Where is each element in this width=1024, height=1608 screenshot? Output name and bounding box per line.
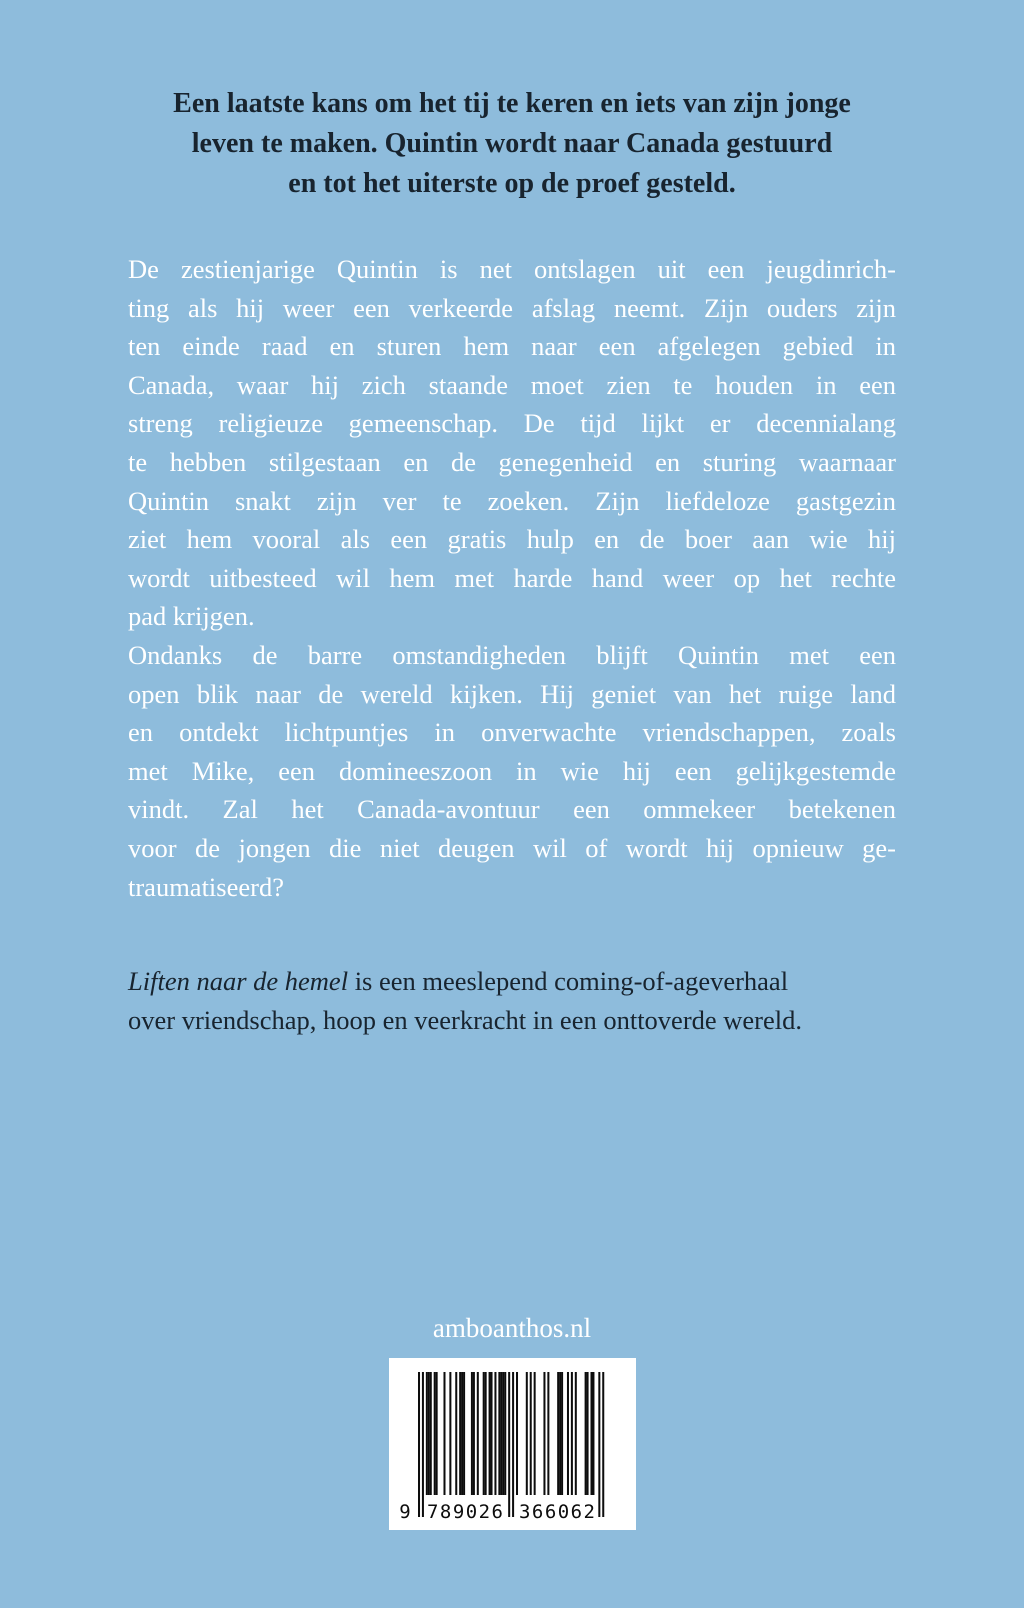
closing-line-1	[128, 962, 896, 1001]
barcode-digit-group1: 789026	[426, 1501, 503, 1523]
closing-line-1-rest: is een meeslepend coming-of-ageverhaal	[354, 966, 789, 997]
synopsis-line: ten einde raad en sturen hem naar een afgelegen gebied in	[128, 331, 896, 362]
header-quote-line: Een laatste kans om het tij te keren en iets van zijn jonge	[173, 88, 851, 119]
synopsis-line: met Mike, een domineeszoon in wie hij een gelijkgestemde	[128, 755, 896, 786]
synopsis-line: ziet hem vooral als een gratis hulp en de boer aan wie hij	[128, 524, 896, 555]
header-quote	[0, 0, 1024, 204]
closing-line-2: over vriendschap, hoop en veerkracht in een onttoverde wereld.	[128, 1005, 803, 1036]
synopsis-line: De zestienjarige Quintin is net ontslagen uit een jeugdinrich-	[128, 254, 896, 284]
synopsis-line: voor de jongen die niet deugen wil of wordt hij opnieuw ge-	[128, 832, 896, 863]
synopsis	[128, 250, 896, 906]
book-title: Liften naar de hemel	[128, 966, 349, 997]
synopsis-line: pad krijgen.	[128, 601, 255, 632]
synopsis-line: Quintin snakt zijn ver te zoeken. Zijn liefdeloze gastgezin	[128, 485, 896, 516]
synopsis-line: Canada, waar hij zich staande moet zien te houden in een	[128, 369, 896, 400]
barcode	[389, 1358, 636, 1530]
synopsis-line: ting als hij weer een verkeerde afslag neemt. Zijn ouders zijn	[128, 292, 896, 323]
synopsis-line: streng religieuze gemeenschap. De tijd lijkt er decennialang	[128, 408, 896, 439]
synopsis-line: en ontdekt lichtpuntjes in onverwachte vriendschappen, zoals	[128, 717, 896, 748]
synopsis-line: open blik naar de wereld kijken. Hij geniet van het ruige land	[128, 678, 896, 709]
synopsis-line: vindt. Zal het Canada-avontuur een ommekeer betekenen	[128, 794, 896, 825]
synopsis-line: traumatiseerd?	[128, 871, 284, 902]
barcode-digit-first: 9	[398, 1501, 411, 1523]
synopsis-line: te hebben stilgestaan en de genegenheid en sturing waarnaar	[128, 446, 896, 477]
barcode-svg	[389, 1358, 636, 1530]
synopsis-line: Ondanks de barre omstandigheden blijft Quintin met een	[128, 639, 896, 670]
closing-note	[128, 962, 896, 1040]
barcode-digit-group2: 366062	[518, 1501, 595, 1523]
header-quote-line: en tot het uiterste op de proef gesteld.	[288, 168, 736, 199]
synopsis-paragraph-1	[128, 250, 896, 636]
publisher-url: amboanthos.nl	[432, 1313, 592, 1343]
synopsis-paragraph-2	[128, 636, 896, 906]
synopsis-line: wordt uitbesteed wil hem met harde hand weer op het rechte	[128, 562, 896, 593]
header-quote-line: leven te maken. Quintin wordt naar Canada gestuurd	[191, 128, 833, 159]
